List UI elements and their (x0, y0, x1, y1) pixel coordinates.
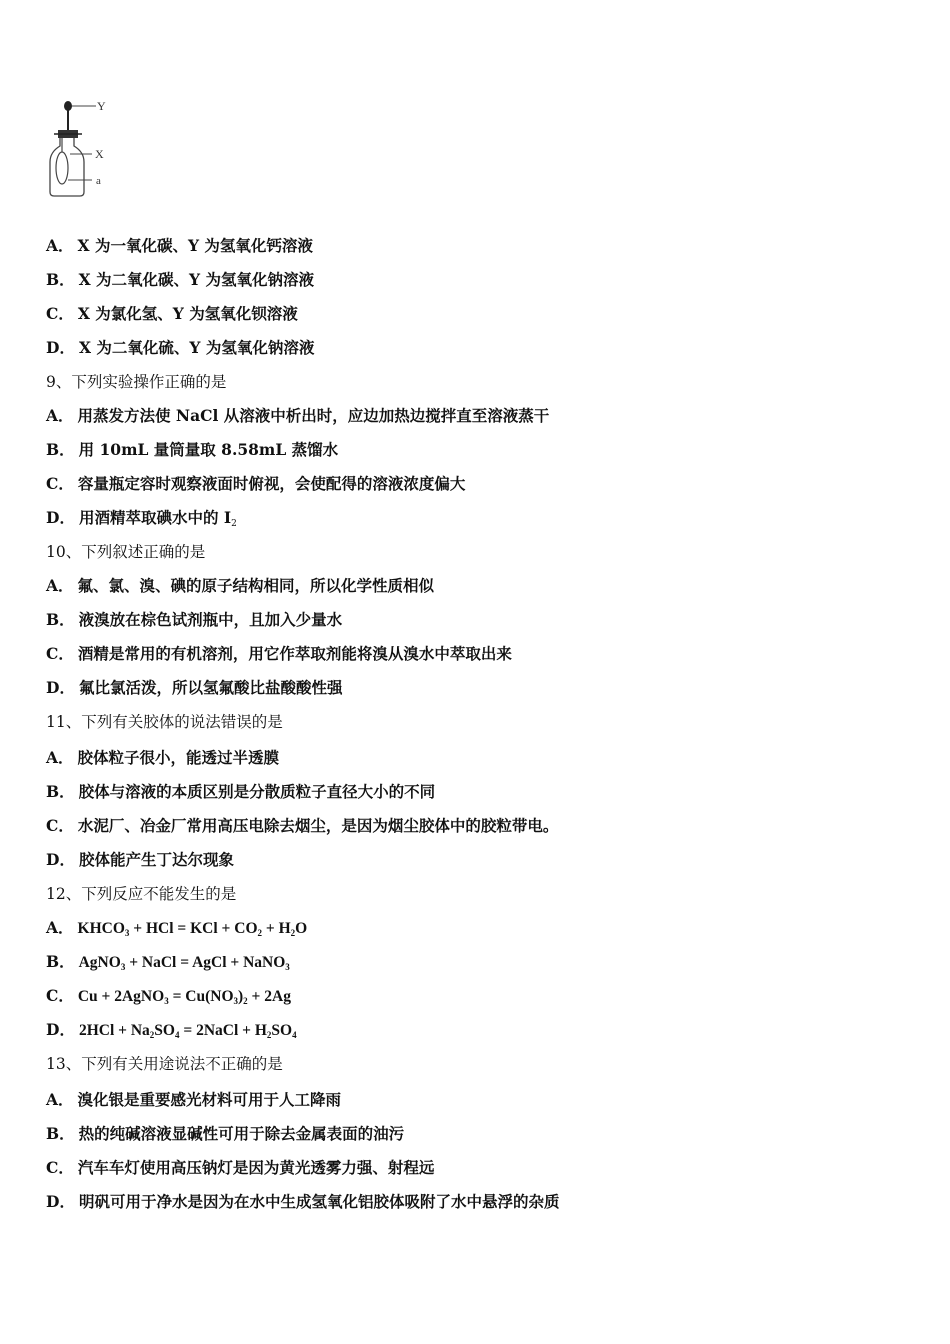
q10-stem: 10、下列叙述正确的是 (46, 543, 206, 561)
q10-option-c: C． 酒精是常用的有机溶剂，用它作萃取剂能将溴从溴水中萃取出来 (46, 644, 512, 663)
q12-option-c: C． Cu + 2AgNO$_3$ = $Cu(NO_3)_2 + 2Ag$ (46, 986, 291, 1006)
label-y: Y (97, 99, 106, 113)
q10-option-b: B． 液溴放在棕色试剂瓶中，且加入少量水 (46, 610, 343, 629)
q13-option-a: A． 溴化银是重要感光材料可用于人工降雨 (46, 1090, 342, 1109)
q8-option-c: C． X 为氯化氢、Y 为氢氧化钡溶液 (46, 304, 298, 323)
q8-option-a: A． X 为一氧化碳、Y 为氢氧化钙溶液 (46, 236, 313, 255)
q9-option-b: B． 用 10mL 量筒量取 8.58mL 蒸馏水 (46, 440, 339, 459)
label-x: X (95, 147, 104, 161)
q13-stem: 13、下列有关用途说法不正确的是 (46, 1055, 283, 1073)
q11-stem-emphasis: 错误的是 (220, 713, 283, 731)
q9-option-a: A． 用蒸发方法使 NaCl 从溶液中析出时，应边加热边搅拌直至溶液蒸干 (46, 406, 550, 425)
q13-stem-emphasis: 不正确的是 (205, 1055, 283, 1073)
q11-option-d: D． 胶体能产生丁达尔现象 (46, 850, 234, 869)
balloon (56, 152, 68, 184)
q8-option-b: B． X 为二氧化碳、Y 为氢氧化钠溶液 (46, 270, 314, 289)
bottle (50, 138, 84, 196)
q9-option-d: D． 用酒精萃取碘水中的 $I_2$ (46, 508, 237, 529)
q10-option-d: D． 氟比氯活泼，所以氢氟酸比盐酸酸性强 (46, 678, 343, 697)
q13-option-d: D． 明矾可用于净水是因为在水中生成氢氧化铝胶体吸附了水中悬浮的杂质 (46, 1192, 560, 1211)
q12-option-d: D． $2HCl + Na_2SO_4$ = 2NaCl + $H_2SO_4$ (46, 1020, 297, 1040)
q12-option-a: A． $KHCO_3$ + HCl = KCl + $CO_2 + H_2O$ (46, 918, 308, 938)
q13-option-b: B． 热的纯碱溶液显碱性可用于除去金属表面的油污 (46, 1124, 405, 1143)
q11-stem: 11、下列有关胶体的说法错误的是 (46, 713, 283, 731)
q9-option-c: C． 容量瓶定容时观察液面时俯视，会使配得的溶液浓度偏大 (46, 474, 466, 493)
q10-option-a: A． 氟、氯、溴、碘的原子结构相同，所以化学性质相似 (46, 576, 435, 595)
label-a: a (96, 175, 101, 187)
q9-stem: 9、下列实验操作正确的是 (46, 373, 227, 391)
q12-option-b: B． AgNO$_3$ + NaCl = AgCl + NaNO$_3$ (46, 952, 290, 972)
q12-stem: 12、下列反应不能发生的是 (46, 885, 237, 903)
gas-bottle-apparatus-figure (44, 96, 114, 200)
q13-option-c: C． 汽车车灯使用高压钠灯是因为黄光透雾力强、射程远 (46, 1158, 435, 1177)
q11-option-c: C． 水泥厂、冶金厂常用高压电除去烟尘，是因为烟尘胶体中的胶粒带电。 (46, 816, 559, 835)
dropper-bulb (64, 101, 72, 111)
q11-option-a: A． 胶体粒子很小，能透过半透膜 (46, 748, 280, 767)
q11-option-b: B． 胶体与溶液的本质区别是分散质粒子直径大小的不同 (46, 782, 436, 801)
q8-option-d: D． X 为二氧化硫、Y 为氢氧化钠溶液 (46, 338, 315, 357)
